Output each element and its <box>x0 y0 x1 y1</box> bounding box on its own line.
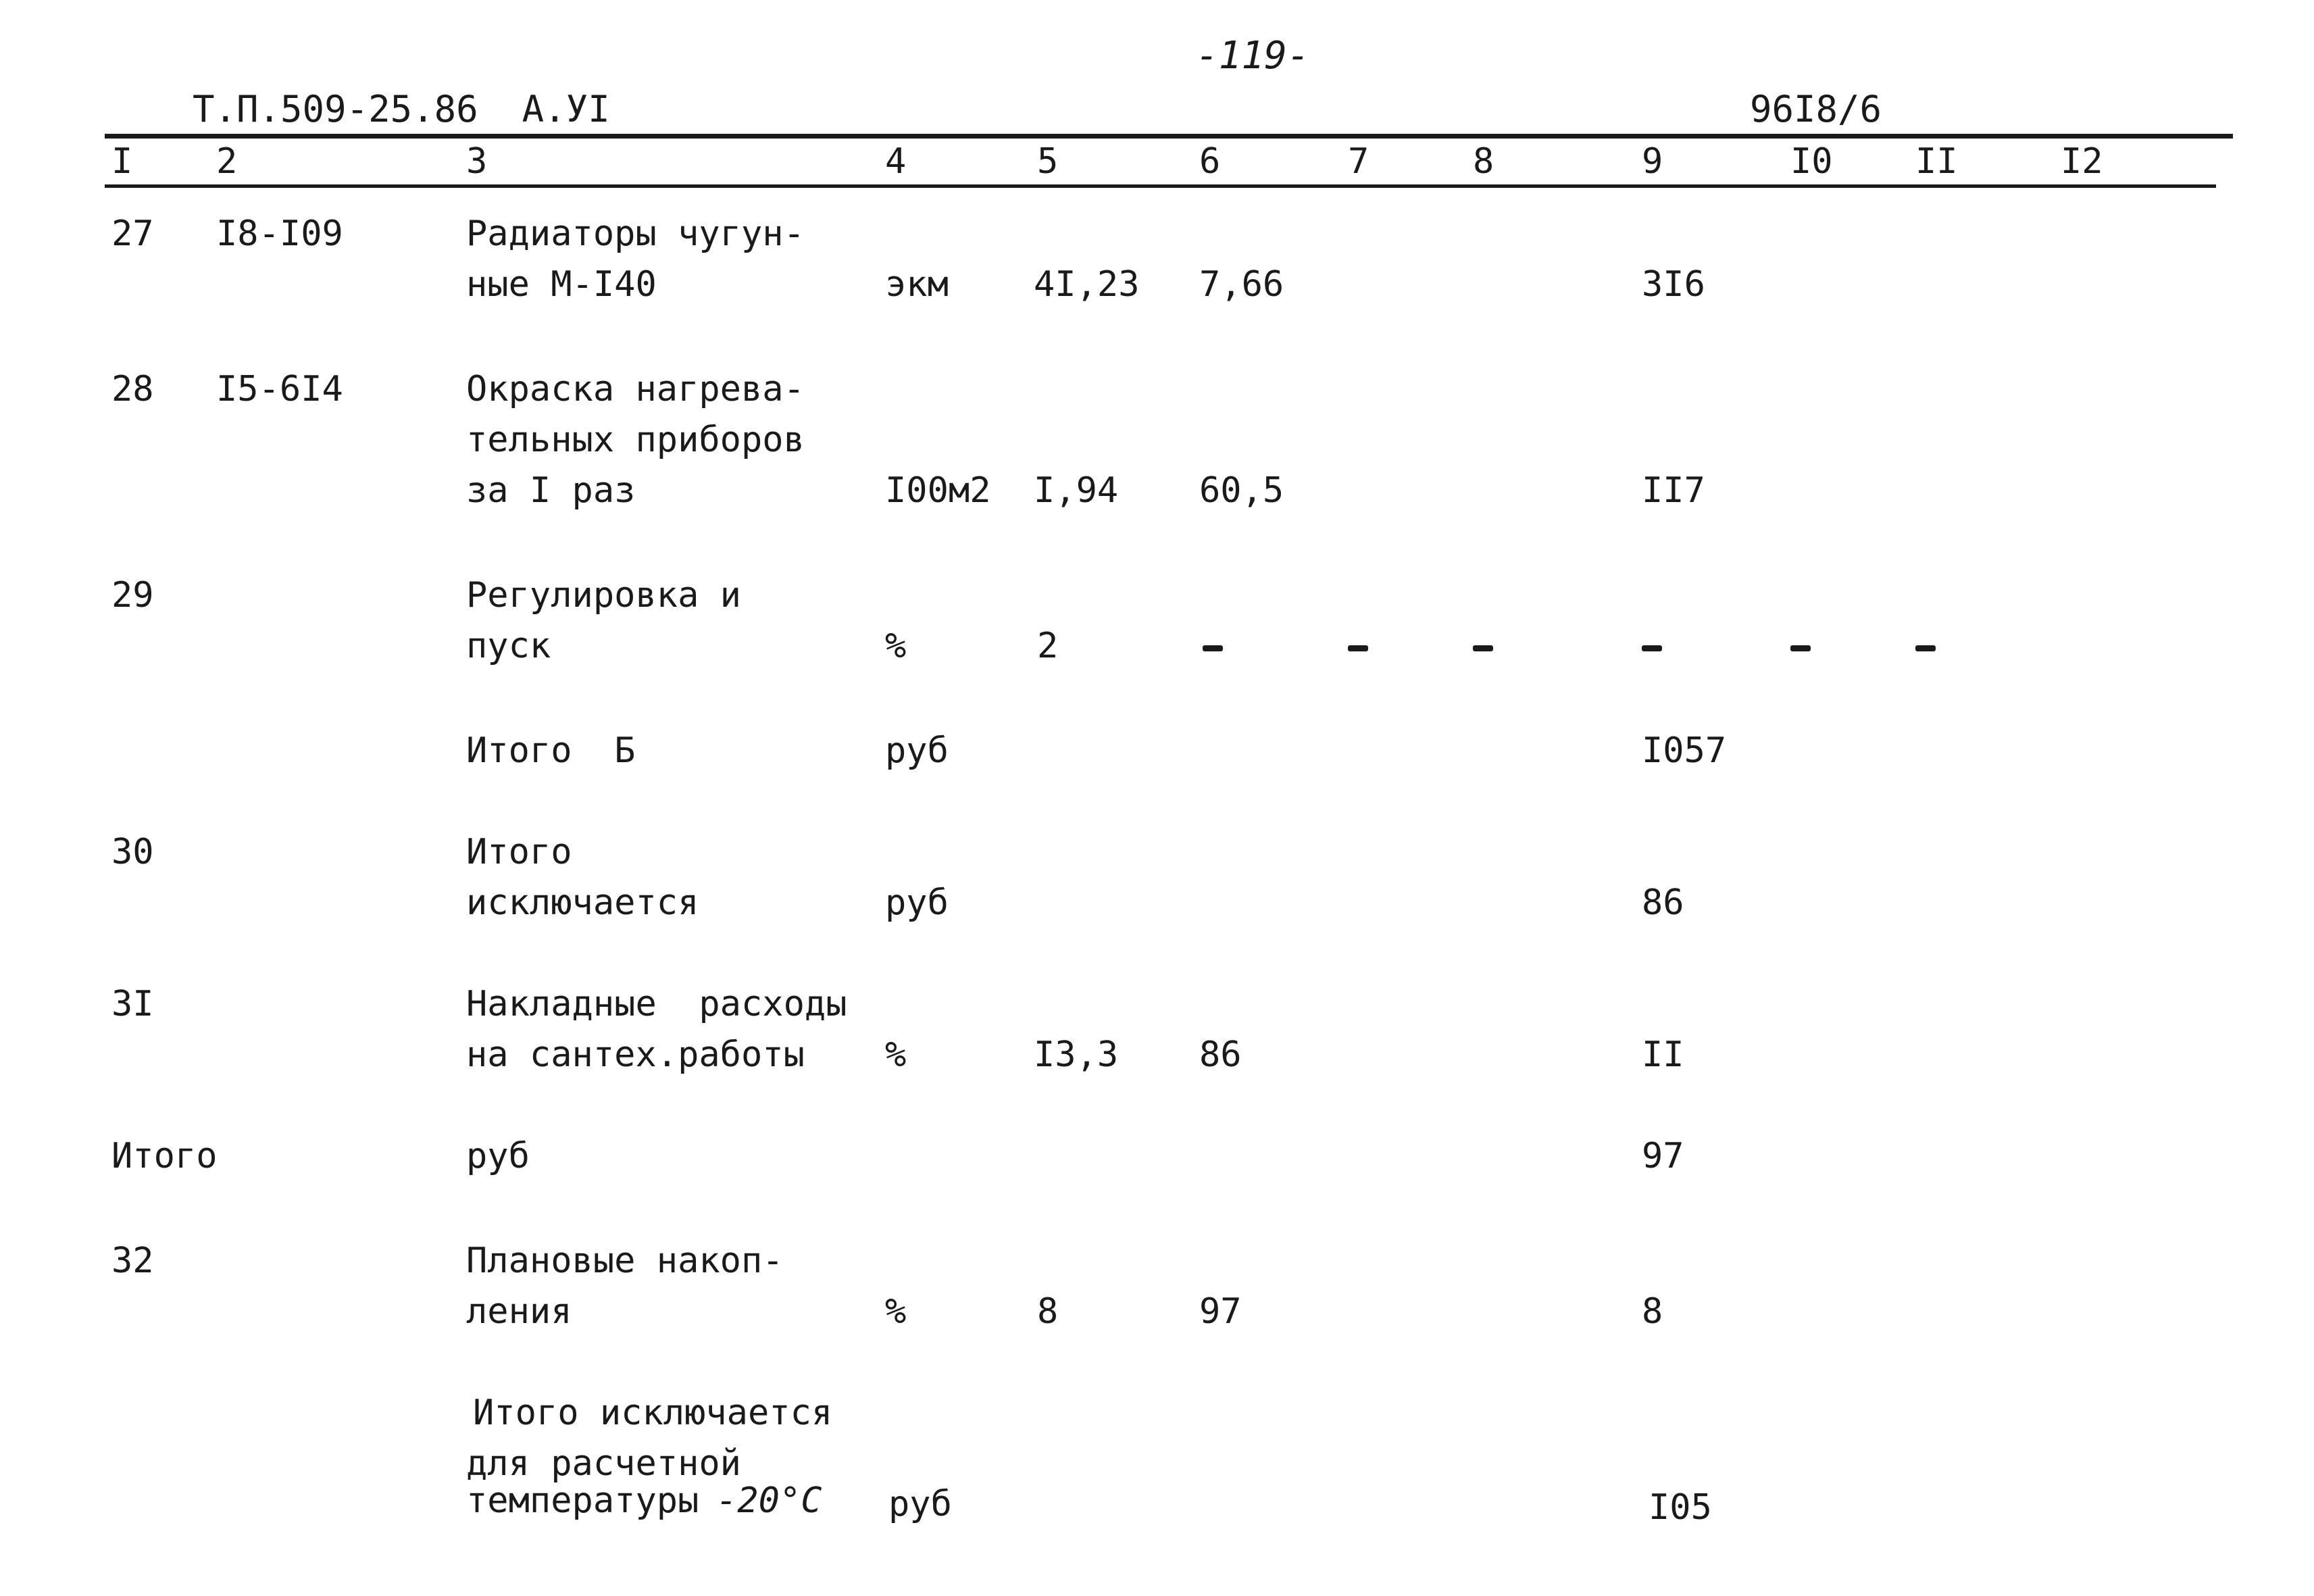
row-27-name-line2: ные М-I40 <box>466 264 657 305</box>
row-28-number: 28 <box>111 369 154 409</box>
row-29-dash-col6 <box>1203 645 1223 651</box>
row-28-quantity: I,94 <box>1034 470 1119 511</box>
row-31-name-line2: на сантех.работы <box>466 1034 805 1075</box>
row-29-dash-col9 <box>1642 645 1662 651</box>
page-number: -119- <box>1196 34 1310 78</box>
row-32-name-line2: ления <box>466 1291 572 1332</box>
header-top-rule <box>105 134 2233 139</box>
document-reference: 96I8/6 <box>1750 88 1882 130</box>
row-27-number: 27 <box>111 214 154 254</box>
row-32-number: 32 <box>111 1241 154 1281</box>
row-31-total: II <box>1642 1034 1684 1075</box>
column-header-7: 7 <box>1348 141 1369 182</box>
row-28-total: II7 <box>1642 470 1705 511</box>
final-temperature: -20°С <box>716 1480 822 1521</box>
final-unit: руб <box>888 1484 952 1524</box>
row-27-code: I8-I09 <box>216 214 343 254</box>
row-29-dash-col8 <box>1473 645 1493 651</box>
row-29-dash-col10 <box>1790 645 1811 651</box>
row-28-price: 60,5 <box>1199 470 1284 511</box>
column-header-11: II <box>1915 141 1958 182</box>
row-32-quantity: 8 <box>1037 1291 1059 1332</box>
row-29-name-line1: Регулировка и <box>466 575 741 616</box>
row-29-dash-col11 <box>1915 645 1936 651</box>
column-header-10: I0 <box>1790 141 1833 182</box>
row-28-name-line3: за I раз <box>466 470 636 511</box>
final-name-line2: для расчетной <box>466 1443 741 1484</box>
column-header-5: 5 <box>1037 141 1059 182</box>
row-29-dash-col7 <box>1348 645 1368 651</box>
row-27-total: 3I6 <box>1642 264 1705 305</box>
row-30-name-line2: исключается <box>466 882 699 923</box>
itogo-total: 97 <box>1642 1136 1684 1176</box>
row-30-name-line1: Итого <box>466 832 572 872</box>
itogo-b-total: I057 <box>1642 730 1727 771</box>
row-27-quantity: 4I,23 <box>1034 264 1140 305</box>
column-header-9: 9 <box>1642 141 1663 182</box>
column-header-8: 8 <box>1473 141 1494 182</box>
row-27-unit: экм <box>885 264 949 305</box>
row-31-quantity: I3,3 <box>1034 1034 1119 1075</box>
row-28-name-line1: Окраска нагрева- <box>466 369 805 409</box>
itogo-unit: руб <box>466 1136 530 1176</box>
column-header-4: 4 <box>885 141 907 182</box>
row-28-name-line2: тельных приборов <box>466 420 805 460</box>
column-header-1: I <box>111 141 133 182</box>
column-header-12: I2 <box>2061 141 2103 182</box>
column-header-6: 6 <box>1199 141 1221 182</box>
itogo-label: Итого <box>111 1136 218 1176</box>
row-32-unit: % <box>885 1291 907 1332</box>
row-32-name-line1: Плановые накоп- <box>466 1241 784 1281</box>
row-27-price: 7,66 <box>1199 264 1284 305</box>
itogo-b-unit: руб <box>885 730 949 771</box>
final-name-line1: Итого исключается <box>473 1393 833 1433</box>
final-total: I05 <box>1649 1487 1712 1528</box>
row-27-name-line1: Радиаторы чугун- <box>466 214 805 254</box>
row-29-quantity: 2 <box>1037 626 1059 666</box>
row-29-unit: % <box>885 626 907 666</box>
row-31-number: 3I <box>111 984 154 1024</box>
row-30-number: 30 <box>111 832 154 872</box>
column-header-3: 3 <box>466 141 488 182</box>
row-31-unit: % <box>885 1034 907 1075</box>
row-29-name-line2: пуск <box>466 626 551 666</box>
row-29-number: 29 <box>111 575 154 616</box>
row-28-code: I5-6I4 <box>216 369 343 409</box>
document-code: Т.П.509-25.86 А.УI <box>193 88 610 130</box>
row-30-total: 86 <box>1642 882 1684 923</box>
row-32-total: 8 <box>1642 1291 1663 1332</box>
row-30-unit: руб <box>885 882 949 923</box>
row-28-unit: I00м2 <box>885 470 991 511</box>
header-bottom-rule <box>105 184 2216 188</box>
row-31-price: 86 <box>1199 1034 1242 1075</box>
row-31-name-line1: Накладные расходы <box>466 984 847 1024</box>
itogo-b-label: Итого Б <box>466 730 636 771</box>
final-name-line3: температуры <box>466 1480 699 1521</box>
row-32-price: 97 <box>1199 1291 1242 1332</box>
column-header-2: 2 <box>216 141 238 182</box>
